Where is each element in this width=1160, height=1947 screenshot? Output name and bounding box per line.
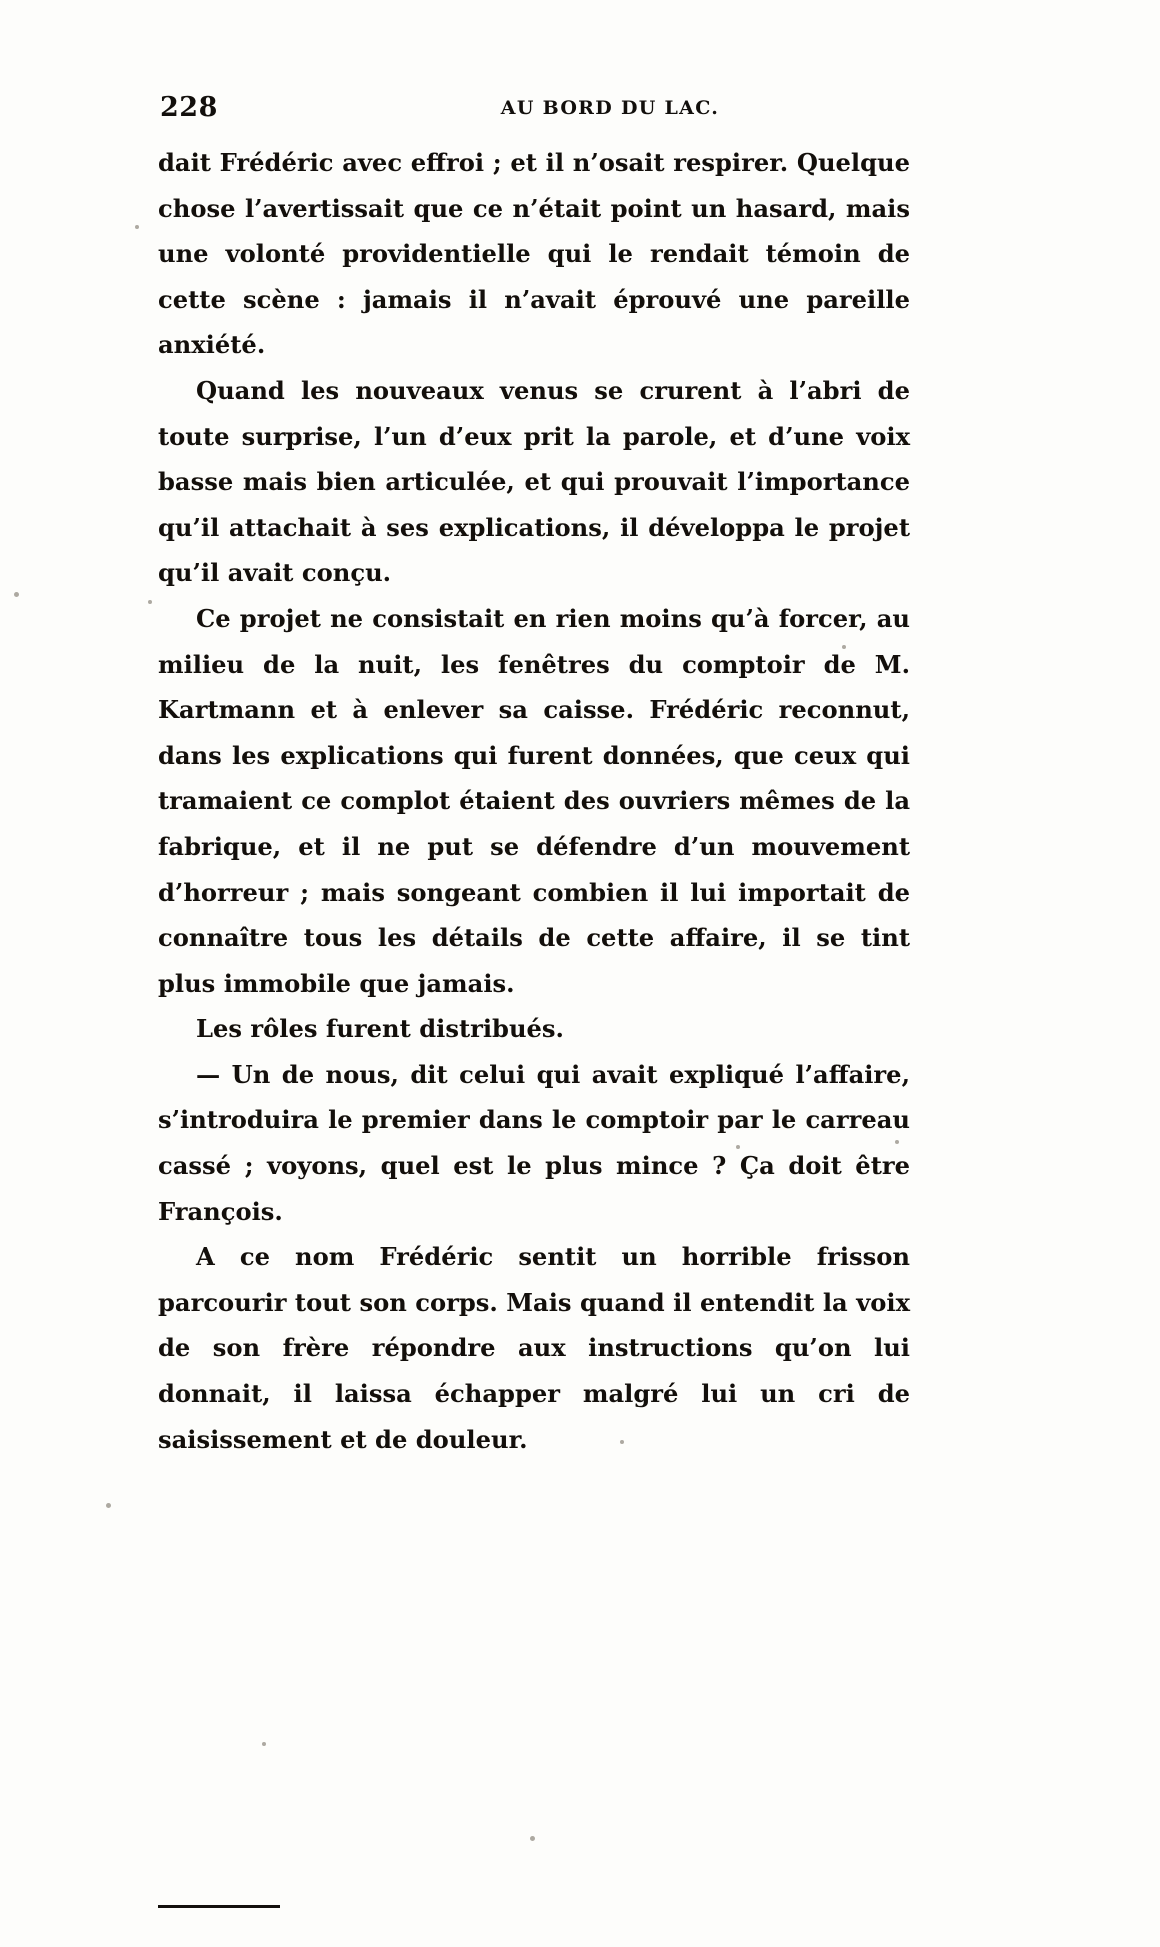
paragraph: dait Frédéric avec effroi ; et il n’osait respirer. Quelque chose l’avertissait que ce n’était point un hasard, mais une volonté providentielle qui le rendait témoin de cette scène : jamais il n’avait éprouvé une pareille anxiété. (158, 148, 910, 360)
page-speck (620, 1440, 624, 1444)
running-title: AU BORD DU LAC. (500, 97, 720, 119)
page-header (160, 92, 1005, 126)
page-speck (895, 1140, 899, 1144)
paragraph: Les rôles furent distribués. (196, 1014, 564, 1044)
page-speck (135, 225, 139, 229)
page-speck (530, 1836, 535, 1841)
page-speck (262, 1742, 266, 1746)
footer-rule (158, 1905, 280, 1908)
paragraph: Quand les nouveaux venus se crurent à l’abri de toute surprise, l’un d’eux prit la parole, et d’une voix basse mais bien articulée, et qui prouvait l’importance qu’il attachait à ses explications, il développa le projet qu’il avait conçu. (158, 375, 910, 588)
paragraph: — Un de nous, dit celui qui avait expliqué l’affaire, s’introduira le premier dans le comptoir par le carreau cassé ; voyons, quel est le plus mince ? Ça doit être François. (158, 1059, 910, 1226)
page-speck (14, 592, 19, 597)
paragraph: A ce nom Frédéric sentit un horrible frisson parcourir tout son corps. Mais quand il entendit la voix de son frère répondre aux instructions qu’on lui donnait, il laissa échapper malgré lui un cri de saisissement et de douleur. (158, 1242, 910, 1454)
page-body (158, 140, 910, 1462)
page-speck (148, 600, 152, 604)
page-speck (106, 1503, 111, 1508)
page-number: 228 (160, 92, 218, 123)
page-speck (842, 645, 846, 649)
page-speck (736, 1145, 740, 1149)
paragraph: Ce projet ne consistait en rien moins qu’à forcer, au milieu de la nuit, les fenêtres du comptoir de M. Kartmann et à enlever sa caisse. Frédéric reconnut, dans les explications qui furent données, que ceux qui tramaient ce complot étaient des ouvriers mêmes de la fabrique, et il ne put se défendre d’un mouvement d’horreur ; mais songeant combien il lui importait de connaître tous les détails de cette affaire, il se tint plus immobile que jamais. (158, 603, 910, 998)
